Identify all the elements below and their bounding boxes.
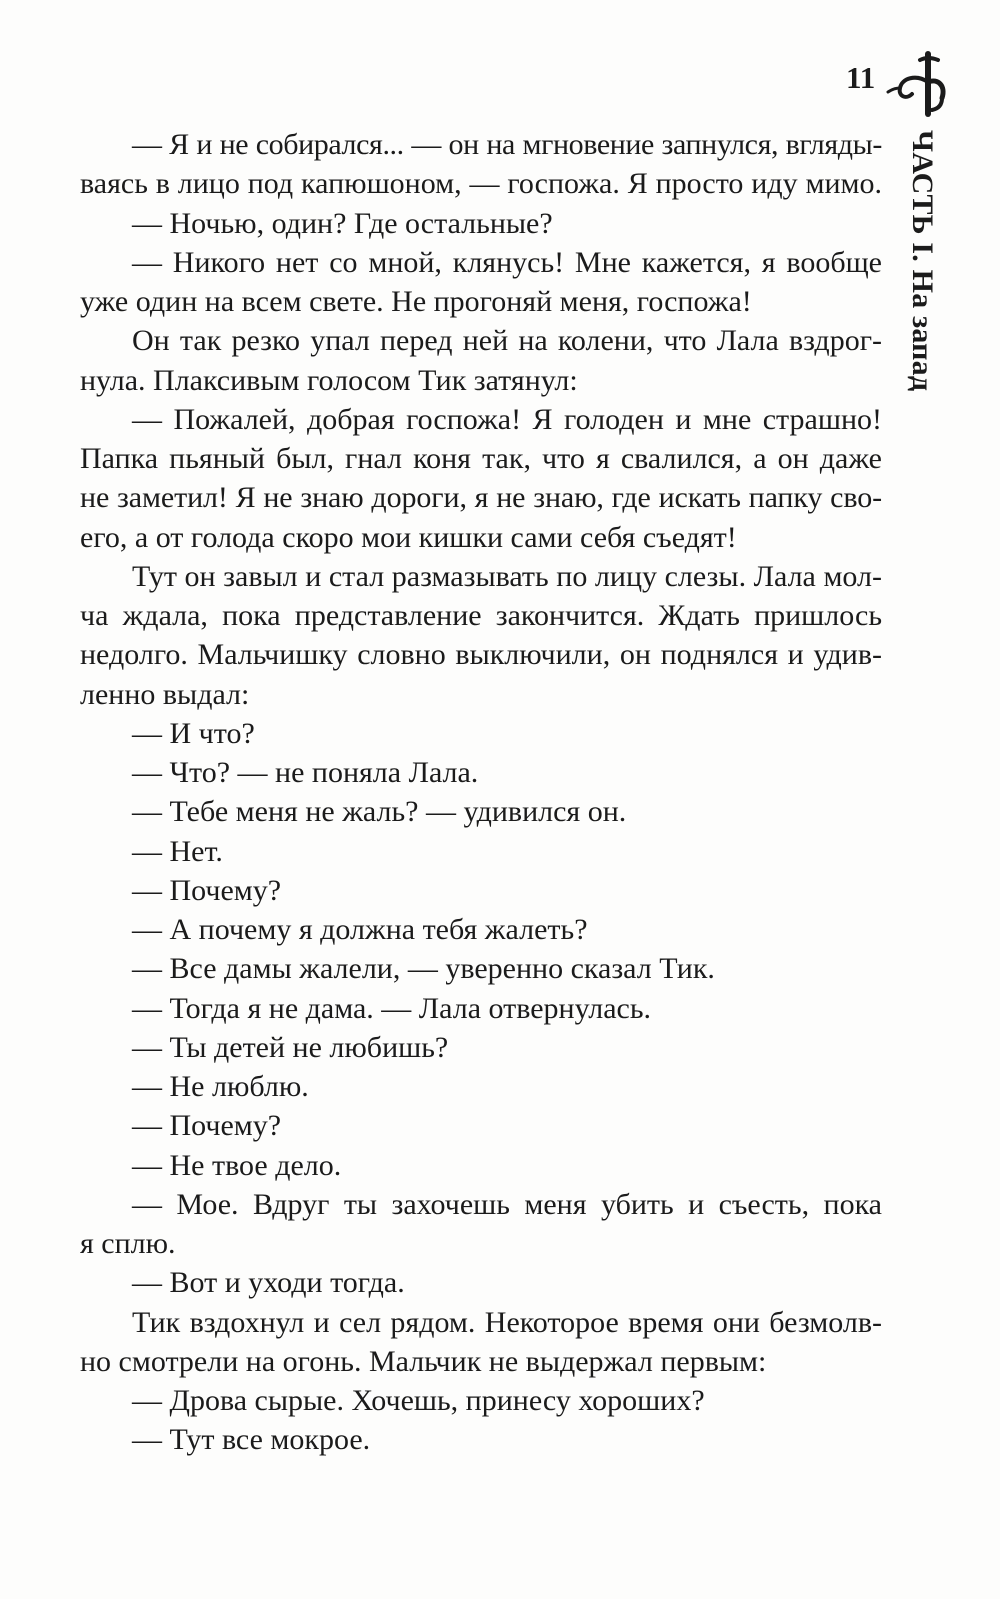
text-line: Папка пьяный был, гнал коня так, что я свалился, а он даже [80,442,882,475]
text-line: — Ночью, один? Где остальные? [132,206,553,240]
text-line: — Ты детей не любишь? [132,1030,449,1064]
text-line: — А почему я должна тебя жалеть? [132,913,588,946]
text-line: — Почему? [132,1109,282,1143]
text-line: недолго. Мальчишку словно выключили, он поднялся и удив- [80,638,882,672]
text-line: — Все дамы жалели, — уверенно сказал Тик. [132,952,715,986]
text-line: не заметил! Я не знаю дороги, я не знаю, где искать папку сво- [80,481,882,515]
text-line: — И что? [132,716,255,750]
text-line: — Тогда я не дама. — Лала отвернулась. [132,991,652,1025]
text-line: — Никого нет со мной, клянусь! Мне кажется, я вообще [132,245,882,279]
text-line: ча ждала, пока представление закончится. Ждать пришлось [80,599,882,632]
text-line: его, а от голода скоро мои кишки сами себя съедят! [80,520,737,554]
text-line: но смотрели на огонь. Мальчик не выдержал первым: [80,1344,767,1378]
text-line: Тик вздохнул и сел рядом. Некоторое время они безмолв- [132,1305,882,1339]
text-line: уже один на всем свете. Не прогоняй меня, госпожа! [80,285,752,318]
running-header: ЧАСТЬ I. На запад [906,130,939,392]
text-line: нула. Плаксивым голосом Тик затянул: [80,363,578,397]
text-line: — Вот и уходи тогда. [132,1266,405,1300]
text-line: — Не люблю. [132,1070,309,1103]
text-line: — Что? — не поняла Лала. [132,756,479,789]
text-line: — Дрова сырые. Хочешь, принесу хороших? [132,1384,705,1417]
text-line: — Нет. [132,834,223,868]
text-line: — Не твое дело. [132,1148,342,1182]
text-line: — Почему? [132,873,282,907]
text-line: — Тут все мокрое. [132,1423,371,1457]
text-line: Он так резко упал перед ней на колени, что Лала вздрог- [132,324,882,358]
text-line: Тут он завыл и стал размазывать по лицу слезы. Лала мол- [132,559,882,593]
text-line: — Я и не собирался... — он на мгновение запнулся, вгляды- [132,128,882,161]
text-line: — Мое. Вдруг ты захочешь меня убить и съесть, пока [132,1187,882,1221]
page-number: 11 [846,60,876,95]
text-line: — Тебе меня не жаль? — удивился он. [132,795,627,829]
text-line: — Пожалей, добрая госпожа! Я голоден и мне страшно! [132,402,882,436]
text-line: ваясь в лицо под капюшоном, — госпожа. Я просто иду мимо. [80,167,882,201]
text-line: я сплю. [80,1227,176,1260]
text-line: ленно выдал: [80,677,250,711]
body-text [80,125,882,1460]
ornament-icon [884,48,956,120]
